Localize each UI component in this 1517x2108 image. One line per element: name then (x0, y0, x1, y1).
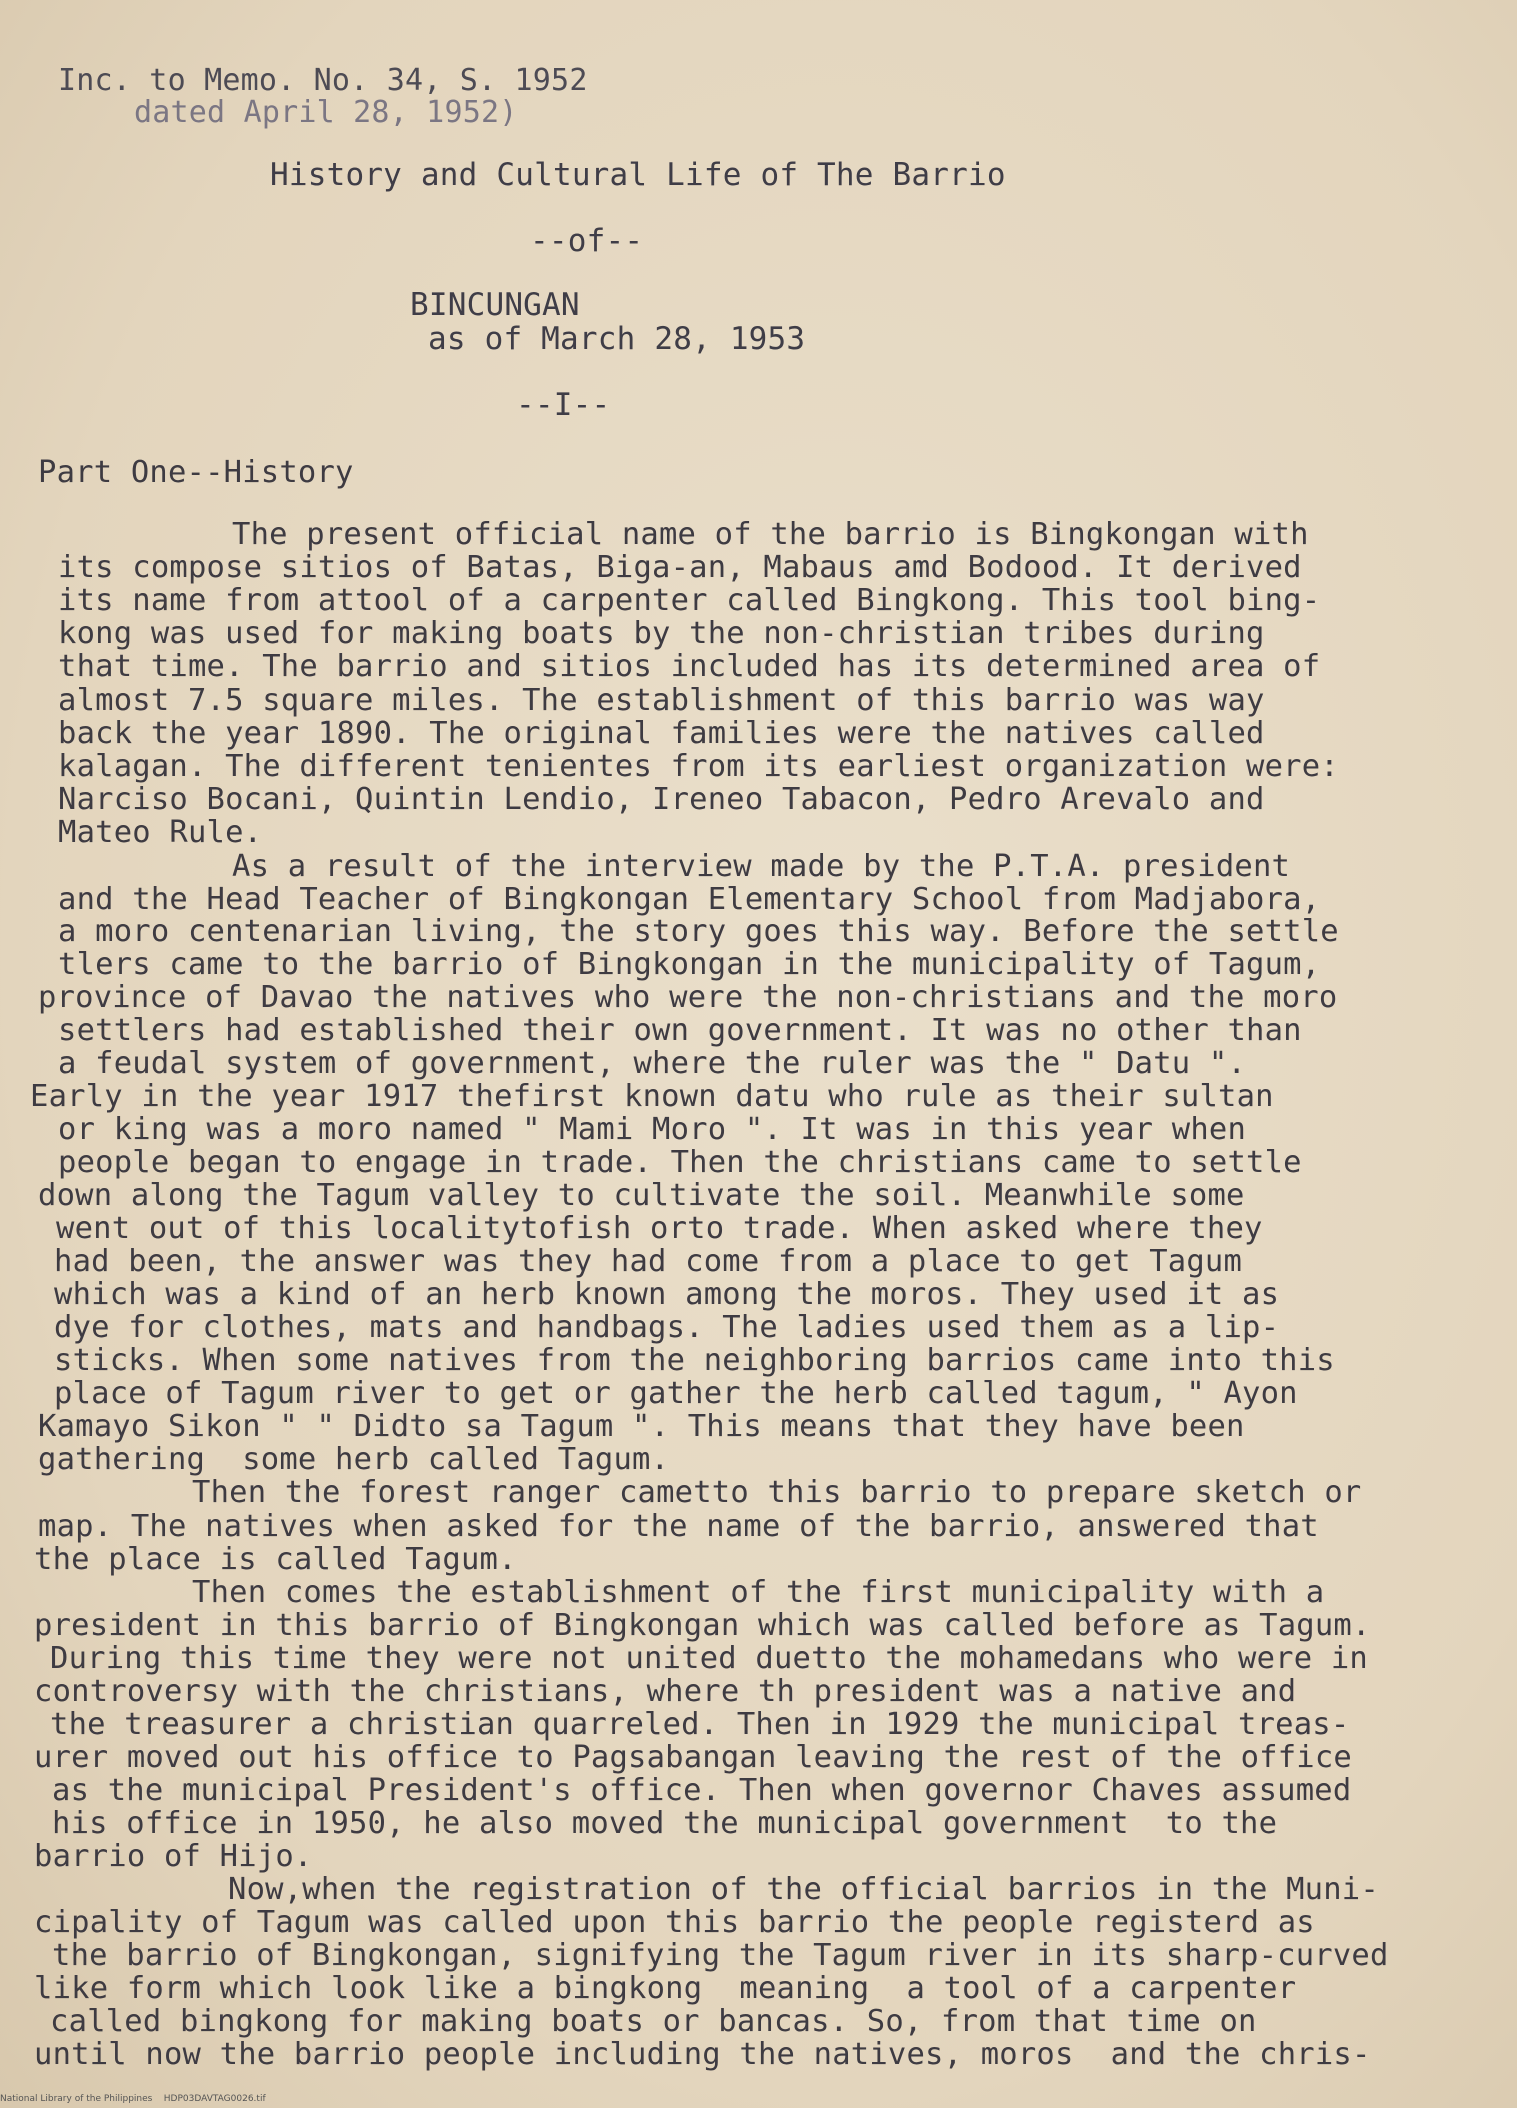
body-line: and the Head Teacher of Bingkongan Elementary School from Madjabora, (58, 882, 1321, 917)
memo-reference-line-2: dated April 28, 1952) (134, 95, 518, 130)
body-line: down along the Tagum valley to cultivate the soil. Meanwhile some (38, 1178, 1245, 1213)
body-line: went out of this localitytofish orto trade. When asked where they (56, 1211, 1263, 1246)
section-number: --I-- (516, 387, 611, 423)
body-line: back the year 1890. The original families were the natives called (58, 716, 1265, 751)
body-line: barrio of Hijo. (34, 1839, 313, 1874)
body-line: its name from attool of a carpenter called Bingkong. This tool bing- (58, 583, 1321, 618)
body-line: called bingkong for making boats or bancas. So, from that time on (50, 2004, 1257, 2039)
body-line: Early in the year 1917 thefirst known datu who rule as their sultan (30, 1079, 1274, 1114)
archive-footer: National Library of the Philippines HDP03DAVTAG0026.tif (0, 2094, 266, 2104)
body-line: its compose sitios of Batas, Biga-an, Mabaus amd Bodood. It derived (58, 550, 1302, 585)
body-line: until now the barrio people including the natives, moros and the chris- (34, 2037, 1371, 2072)
body-line: like form which look like a bingkong meaning a tool of a carpenter (34, 1971, 1297, 2006)
body-line: controversy with the christians, where th president was a native and (34, 1674, 1297, 1709)
body-line: people began to engage in trade. Then the christians came to settle (58, 1145, 1302, 1180)
body-line: his office in 1950, he also moved the municipal government to the (52, 1806, 1278, 1841)
body-line: which was a kind of an herb known among the moros. They used it as (54, 1277, 1280, 1312)
body-line: a feudal system of government, where the ruler was the " Datu ". (58, 1046, 1247, 1081)
body-line: settlers had established their own government. It was no other than (58, 1013, 1302, 1048)
body-line: almost 7.5 square miles. The establishment of this barrio was way (58, 683, 1265, 718)
body-line: Kamayo Sikon " " Didto sa Tagum ". This means that they have been (38, 1409, 1245, 1444)
body-line: as the municipal President's office. Then when governor Chaves assumed (52, 1773, 1352, 1808)
title-of-line: --of-- (530, 223, 644, 259)
body-line: cipality of Tagum was called upon this barrio the people registerd as (34, 1905, 1315, 1940)
body-line: gathering some herb called Tagum. (38, 1442, 670, 1477)
body-line: province of Davao the natives who were the non-christians and the moro (38, 980, 1338, 1015)
body-line: Narciso Bocani, Quintin Lendio, Ireneo Tabacon, Pedro Arevalo and (58, 782, 1265, 817)
body-line: The present official name of the barrio is Bingkongan with (232, 517, 1309, 552)
body-line: president in this barrio of Bingkongan which was called before as Tagum. (34, 1608, 1371, 1643)
body-line: urer moved out his office to Pagsabangan leaving the rest of the office (34, 1740, 1352, 1775)
body-line: Then the forest ranger cametto this barrio to prepare sketch or (192, 1475, 1362, 1510)
body-line: Now,when the registration of the official barrios in the Muni- (228, 1872, 1379, 1907)
body-line: or king was a moro named " Mami Moro ". It was in this year when (58, 1112, 1247, 1147)
body-line: Mateo Rule. (58, 815, 263, 850)
memo-reference-line-1: Inc. to Memo. No. 34, S. 1952 (58, 63, 588, 98)
body-line: kong was used for making boats by the non-christian tribes during (58, 616, 1265, 651)
body-line: the barrio of Bingkongan, signifying the Tagum river in its sharp-curved (52, 1938, 1389, 1973)
body-line: During this time they were not united duetto the mohamedans who were in (50, 1641, 1368, 1676)
body-line: place of Tagum river to get or gather the herb called tagum, " Ayon (54, 1376, 1298, 1411)
body-line: sticks. When some natives from the neighboring barrios came into this (54, 1343, 1335, 1378)
barrio-name: BINCUNGAN (410, 287, 580, 323)
body-line: tlers came to the barrio of Bingkongan in the municipality of Tagum, (58, 947, 1321, 982)
body-line: dye for clothes, mats and handbags. The ladies used them as a lip- (54, 1310, 1280, 1345)
body-line: the treasurer a christian quarreled. Then in 1929 the municipal treas- (50, 1707, 1350, 1742)
body-line: kalagan. The different tenientes from its earliest organization were: (58, 749, 1339, 784)
document-title: History and Cultural Life of The Barrio (270, 157, 1006, 193)
body-line: map. The natives when asked for the name of the barrio, answered that (38, 1509, 1319, 1544)
date-line: as of March 28, 1953 (428, 321, 806, 357)
body-line: As a result of the interview made by the P.T.A. president (232, 849, 1291, 884)
body-line: the place is called Tagum. (34, 1542, 517, 1577)
body-line: had been, the answer was they had come from a place to get Tagum (54, 1244, 1243, 1279)
body-line: Then comes the establishment of the first municipality with a (192, 1575, 1325, 1610)
section-heading: Part One--History (38, 455, 354, 490)
body-line: that time. The barrio and sitios included has its determined area of (58, 649, 1321, 684)
body-line: a moro centenarian living, the story goes this way. Before the settle (58, 914, 1339, 949)
